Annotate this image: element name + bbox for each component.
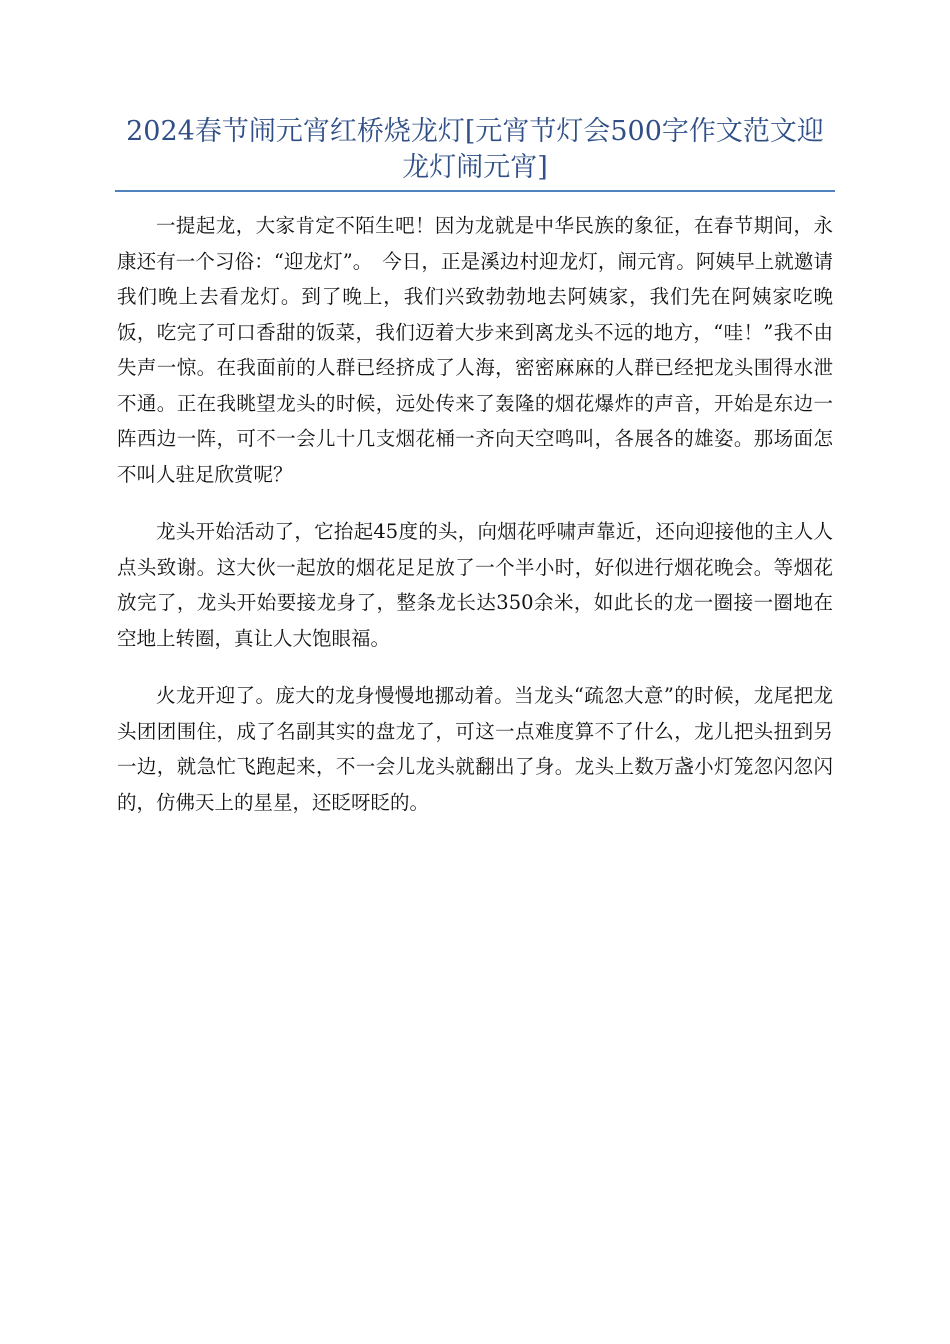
paragraph-3: 火龙开迎了。庞大的龙身慢慢地挪动着。当龙头“疏忽大意”的时候，龙尾把龙头团团围住，成了名副其实的盘龙了，可这一点难度算不了什么，龙儿把头扭到另一边，就急忙飞跑起来，不一会儿龙头就翻出了身。龙头上数万盏小灯笼忽闪忽闪的，仿佛天上的星星，还眨呀眨的。: [117, 684, 833, 814]
paragraph-2: 龙头开始活动了，它抬起45度的头，向烟花呼啸声靠近，还向迎接他的主人人点头致谢。这大伙一起放的烟花足足放了一个半小时，好似进行烟花晚会。等烟花放完了，龙头开始要接龙身了，整条龙长达350余米，如此长的龙一圈接一圈地在空地上转圈，真让人大饱眼福。: [117, 520, 833, 650]
paragraph-1: 一提起龙，大家肯定不陌生吧！因为龙就是中华民族的象征，在春节期间，永康还有一个习俗：“迎龙灯”。 今日，正是溪边村迎龙灯，闹元宵。阿姨早上就邀请我们晚上去看龙灯。到了晚上，我们兴致勃勃地去阿姨家，我们先在阿姨家吃晚饭，吃完了可口香甜的饭菜，我们迈着大步来到离龙头不远的地方，“哇！”我不由失声一惊。在我面前的人群已经挤成了人海，密密麻麻的人群已经把龙头围得水泄不通。正在我眺望龙头的时候，远处传来了轰隆的烟花爆炸的声音，开始是东边一阵西边一阵，可不一会儿十几支烟花桶一齐向天空鸣叫，各展各的雄姿。那场面怎不叫人驻足欣赏呢？: [117, 214, 833, 486]
document-title: 2024春节闹元宵红桥烧龙灯[元宵节灯会500字作文范文迎龙灯闹元宵]: [126, 116, 824, 183]
title-block: [115, 114, 835, 192]
title-underline: [115, 190, 835, 192]
document-body: [117, 208, 833, 842]
